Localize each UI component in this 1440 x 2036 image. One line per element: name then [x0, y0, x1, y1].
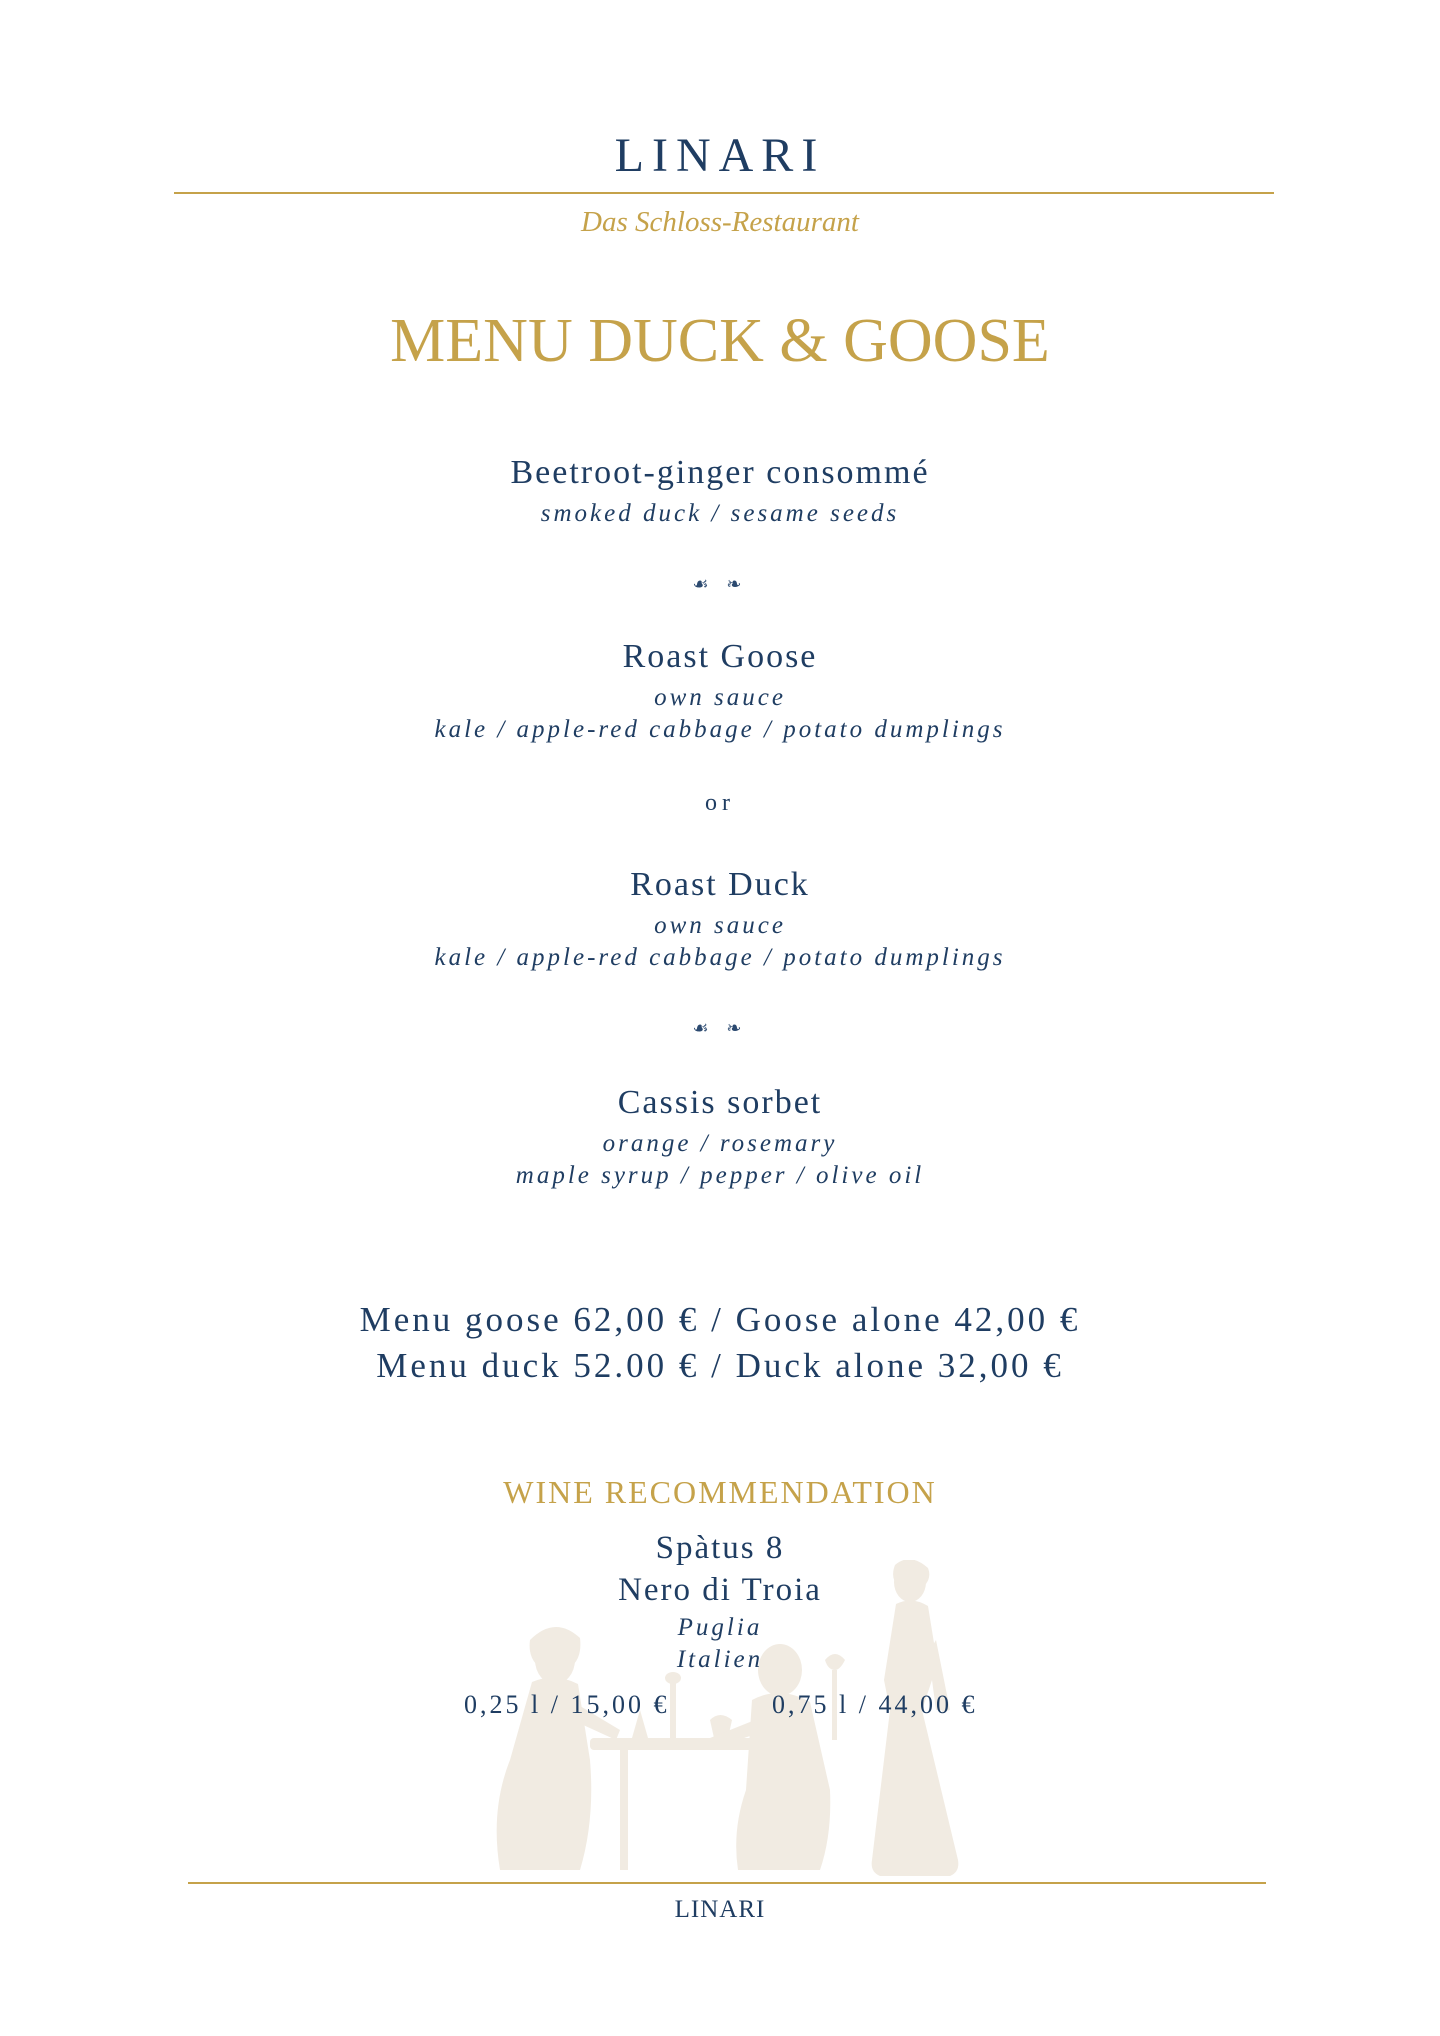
alternative-or-label: or [705, 790, 735, 816]
wine-price-glass: 0,25 l / 15,00 € [464, 1690, 670, 1719]
course-name: Roast Goose [622, 638, 818, 675]
course-detail: orange / rosemary [602, 1130, 838, 1157]
header-divider-line [174, 192, 1274, 194]
course-detail: maple syrup / pepper / olive oil [515, 1162, 925, 1189]
wine-recommendation-heading: WINE RECOMMENDATION [503, 1474, 937, 1510]
course-name: Cassis sorbet [617, 1084, 823, 1121]
restaurant-subtitle: Das Schloss-Restaurant [581, 206, 859, 238]
course-name: Roast Duck [630, 866, 810, 903]
course-detail: own sauce [654, 912, 786, 939]
course-detail: own sauce [654, 684, 786, 711]
goose-price-line: Menu goose 62,00 € / Goose alone 42,00 € [359, 1300, 1081, 1339]
ornament-divider: ☙ ❧ [692, 1018, 748, 1039]
course-detail: kale / apple-red cabbage / potato dumplings [434, 944, 1006, 971]
dining-silhouette-illustration [470, 1560, 990, 1890]
footer-brand: LINARI [674, 1896, 766, 1923]
restaurant-brand: LINARI [614, 129, 826, 182]
ornament-divider: ☙ ❧ [692, 574, 748, 595]
menu-title: MENU DUCK & GOOSE [390, 307, 1050, 375]
wine-region: Puglia [677, 1614, 763, 1641]
footer-divider-line [188, 1882, 1266, 1884]
wine-producer: Spàtus 8 [655, 1530, 785, 1566]
wine-country: Italien [676, 1646, 764, 1673]
duck-price-line: Menu duck 52.00 € / Duck alone 32,00 € [376, 1346, 1064, 1385]
course-detail: smoked duck / sesame seeds [540, 500, 900, 527]
wine-price-bottle: 0,75 l / 44,00 € [772, 1690, 978, 1719]
course-detail: kale / apple-red cabbage / potato dumplings [434, 716, 1006, 743]
course-name: Beetroot-ginger consommé [510, 454, 930, 491]
wine-name: Nero di Troia [618, 1572, 822, 1608]
